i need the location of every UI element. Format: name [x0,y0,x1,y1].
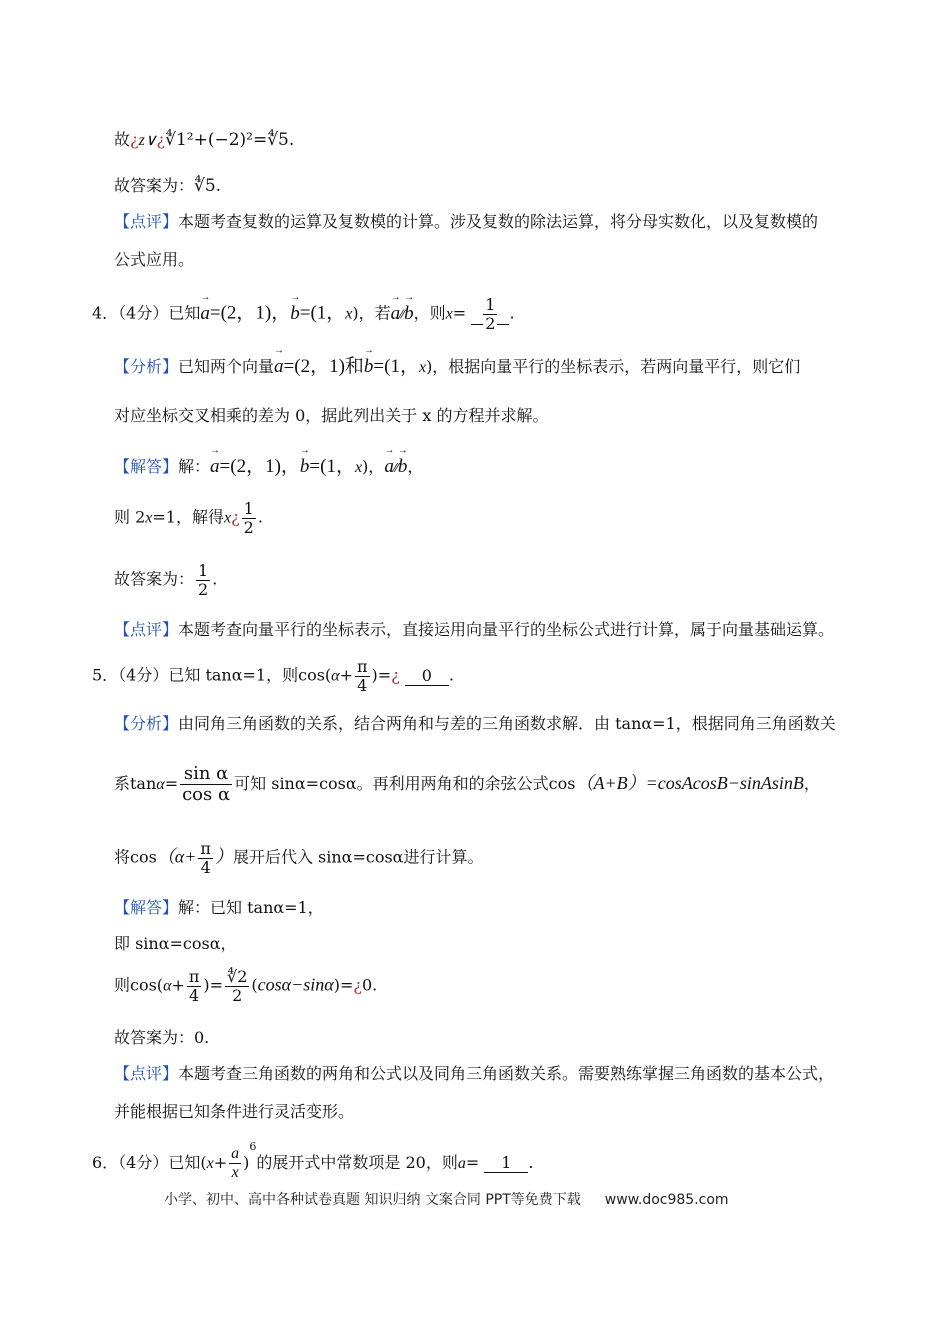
garbled-char: ¿ [231,507,240,527]
pi-over-4 [198,840,213,876]
vector-b: → b [300,456,310,479]
vector-a: → a [384,456,394,479]
q5-analysis-expand [114,840,483,876]
text: ） [214,846,233,867]
q5-final-answer [114,1028,209,1047]
text: =(1， [373,356,419,377]
text: 故答案为： [114,176,195,195]
sqrt2-over-2 [225,968,249,1004]
numerator: 1 [485,295,496,314]
text: ， [407,457,424,476]
var-x: x [354,459,363,476]
fraction [242,500,256,536]
text: 系tan [114,773,157,793]
s3-final-answer [114,176,221,196]
s3-comment [114,212,818,231]
var-x: x [445,305,453,323]
analysis-tag: 【分析】 [114,357,179,376]
vector-b: → b [398,456,408,479]
var-x: x [206,1155,214,1172]
answer-blank: 1 [484,1153,528,1173]
denominator: cos α [182,783,231,805]
denominator: 4 [200,857,211,877]
text: =(2，1)， [219,456,300,477]
q4-final-answer [114,562,217,598]
q4-solve-step [114,500,263,536]
text: 0. [361,975,378,995]
text: =(1， [309,456,355,477]
garbled-char: ¿ [391,665,400,685]
text: + [339,665,353,685]
q4-solution [114,456,423,479]
var-x: x [345,305,353,323]
comment-text: 公式应用。 [114,250,195,269]
solution-tag: 【解答】 [114,457,179,476]
var-x: x [223,509,232,527]
comment-text: 本题考查三角函数的两角和公式以及同角三角函数关系。需要熟练掌握三角函数的基本公式， [178,1064,835,1083]
alpha: α [156,775,165,793]
text: ( [251,975,258,995]
comment-text: 并能根据已知条件进行灵活变形。 [114,1102,355,1121]
comment-tag: 【点评】 [114,212,179,231]
text: = [465,1153,480,1172]
denominator: 2 [232,985,243,1005]
analysis-text: 展开后代入 sinα=cosα进行计算。 [232,847,484,867]
footer-text: 小学、初中、高中各种试卷真题 知识归纳 文案合同 PPT等免费下载 [164,1192,581,1208]
numerator: ∜2 [227,967,248,986]
answer-blank: 0 [405,666,449,686]
text: = [452,303,467,323]
text: ，则 [413,303,446,323]
numerator: π [188,967,200,986]
comment-tag: 【点评】 [114,620,179,639]
text: )， [362,457,385,476]
modulus-formula: ∜1²+(−2)²=∜5. [165,130,295,150]
vector-a: → a [274,356,284,379]
exponent: 6 [249,1140,257,1153]
text: . [509,303,515,323]
q4-analysis-cont [114,406,548,425]
q4-question [92,296,515,332]
blank-right [497,324,509,325]
analysis-text: 由同角三角函数的关系，结合两角和与差的三角函数求解．由 tanα=1，根据同角三角函数关 [178,714,836,733]
q5-comment-cont [114,1102,354,1121]
text: 可知 sinα=cosα。再利用两角和的余弦公式cos [234,773,576,793]
text: （α+ [156,846,197,867]
footer-link[interactable]: www.doc985.com [604,1192,729,1208]
answer-text: 故答案为：0. [114,1028,210,1047]
numerator: π [356,657,368,676]
q5-solution-step2 [114,968,377,1004]
q5-solution [114,898,324,917]
footer [164,1192,729,1209]
q5-analysis-formula [114,764,820,805]
text: )= [203,975,224,995]
text: . [528,1153,534,1172]
garbled-char: ¿ [156,130,166,149]
parallel-symbol: ⁄⁄ [400,307,405,322]
denominator: 4 [357,675,368,695]
text: z∨ [138,132,157,149]
a-over-x [229,1145,241,1181]
text: =(2，1)和 [283,356,364,377]
sin-over-cos [180,764,232,805]
garbled-char: ¿ [130,130,139,149]
denominator: x [231,1164,239,1181]
solution-text: 即 sinα=cosα， [114,934,237,953]
text: 故 [114,130,131,149]
text: + [213,1153,228,1172]
vector-b: → b [364,356,374,379]
question-text: 6．（4分）已知( [92,1153,207,1172]
analysis-tag: 【分析】 [114,714,179,733]
text: )= [371,665,392,685]
text: 解： [178,457,211,476]
q4-comment [114,620,834,639]
comment-tag: 【点评】 [114,1064,179,1083]
pi-over-4 [187,968,202,1004]
var-x: x [418,359,427,376]
text: . [212,569,218,589]
text: 的展开式中常数项是 20，则 [256,1153,458,1172]
denominator: 2 [485,313,496,333]
text: =(1， [299,302,346,324]
q5-analysis [114,714,836,733]
q4-analysis [114,356,800,379]
solution-tag: 【解答】 [114,898,179,917]
s3-line-modulus [114,130,294,150]
text: 故答案为： [114,569,195,589]
q6-question [92,1140,533,1182]
text: 将cos [114,847,157,867]
text: + [171,975,185,995]
parallel-symbol: ⁄⁄ [393,461,398,475]
text: cosα−sinα [257,974,334,995]
text: )= [333,975,354,995]
text: =1，解得 [152,507,224,527]
denominator: 4 [189,985,200,1005]
q5-question [92,658,454,694]
fraction [196,562,210,598]
pi-over-4 [355,658,370,694]
text: = [164,773,179,793]
text: ) [243,1153,250,1172]
question-number: 4．（4分）已知 [92,303,201,323]
comment-text: 本题考查向量平行的坐标表示，直接运用向量平行的坐标公式进行计算，属于向量基础运算。 [178,620,835,639]
var-a: a [457,1155,466,1172]
s3-comment-cont [114,250,194,269]
alpha: α [331,667,340,685]
vector-a: → a [391,303,401,326]
q4-answer-fraction [483,296,497,332]
analysis-text: 对应坐标交叉相乘的差为 0，据此列出关于 x 的方程并求解。 [114,406,549,425]
text: ， [803,773,820,793]
vector-a: → a [210,456,220,479]
blank-left [471,324,483,325]
text: =(2，1)， [209,302,291,324]
q5-comment [114,1064,834,1083]
alpha: α [163,977,172,995]
numerator: sin α [180,764,232,785]
denominator: 2 [198,579,209,599]
var-x: x [145,509,153,527]
vector-b: → b [404,303,414,326]
solution-text: 解：已知 tanα=1， [178,898,324,917]
q5-solution-step1 [114,934,237,953]
numerator: 1 [243,499,254,518]
denominator: 2 [243,517,254,537]
garbled-char: ¿ [353,975,362,995]
text: 已知两个向量 [178,357,275,376]
text: 则cos( [114,975,164,995]
comment-text: 本题考查复数的运算及复数模的计算。涉及复数的除法运算，将分母实数化，以及复数模的 [178,212,819,231]
numerator: 1 [198,561,209,580]
vector-a: → a [200,303,210,326]
text: . [257,507,263,527]
text: )，根据向量平行的坐标表示，若两向量平行，则它们 [426,357,801,376]
cos-sum-formula: （A+B）=cosAcosB−sinAsinB [575,772,804,793]
vector-b: → b [290,303,300,326]
question-text: 5．（4分）已知 tanα=1，则cos( [92,665,332,685]
text: . [448,665,454,685]
numerator: π [200,839,211,858]
text: 则 2 [114,507,146,527]
numerator: a [231,1145,240,1163]
answer-value: ∜5. [194,176,222,196]
text: )，若 [352,303,391,323]
